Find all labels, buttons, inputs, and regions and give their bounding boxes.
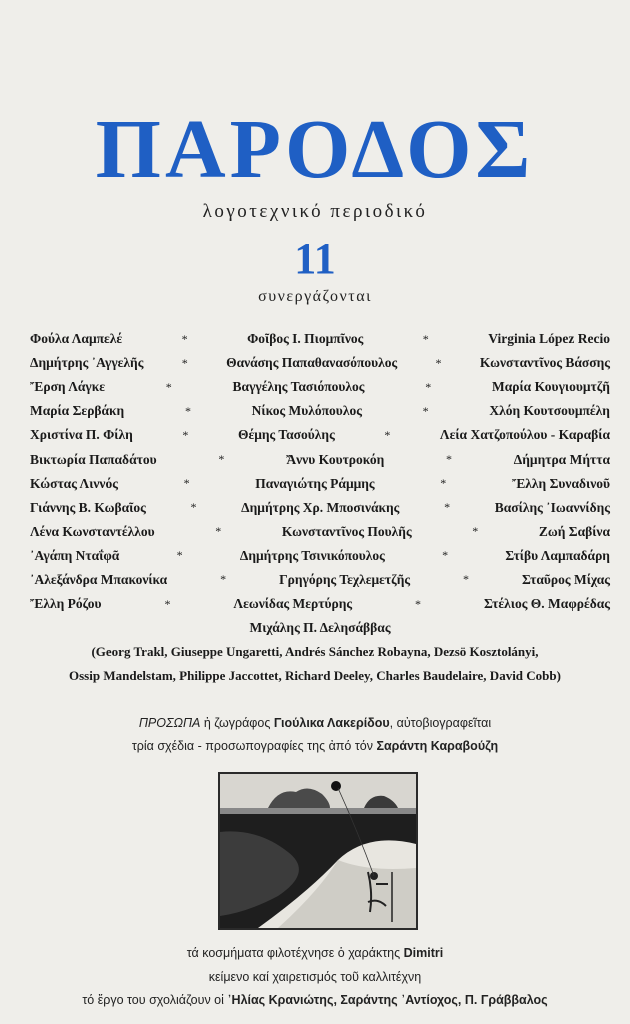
- contributor-name: Φούλα Λαμπελέ: [30, 331, 123, 347]
- contributor-row: [30, 423, 610, 447]
- translated-poets-line: Ossip Mandelstam, Philippe Jaccottet, Richard Deeley, Charles Baudelaire, David Cobb): [69, 668, 561, 683]
- contributor-name: Νίκος Μυλόπουλος: [251, 403, 362, 419]
- contributors-list: [30, 327, 610, 640]
- contributor-name: Θανάσης Παπαθανασόπουλος: [226, 355, 398, 371]
- separator-star: *: [415, 596, 422, 611]
- contributor-name: Βασίλης ᾿Ιωαννίδης: [494, 499, 610, 515]
- contributor-name: Μαρία Κουγιουμτζῆ: [491, 379, 610, 395]
- contributor-name: Γρηγόρης Τεχλεμετζῆς: [279, 571, 411, 587]
- separator-star: *: [384, 427, 391, 442]
- prosopa-line-1: [0, 712, 630, 735]
- photographer-name: Σαράντη Καραβούζη: [376, 739, 499, 753]
- painter-name: Γιούλικα Λακερίδου: [273, 716, 390, 730]
- separator-star: *: [220, 572, 227, 587]
- footer-line-1: [0, 942, 630, 966]
- footer-text: τά κοσμήματα φιλοτέχνησε ὁ χαράκτης: [186, 946, 404, 960]
- separator-star: *: [444, 500, 451, 515]
- contributor-row: [30, 592, 610, 616]
- contributor-name: Βαγγέλης Τασιόπουλος: [232, 379, 365, 395]
- footer-text: τό ἔργο του σχολιάζουν οἱ: [82, 993, 228, 1007]
- contributor-name: Virginia López Recio: [488, 331, 610, 347]
- separator-star: *: [182, 427, 189, 442]
- contributor-name: Γιάννης Β. Κωβαῖος: [30, 499, 146, 515]
- footer-line-3: [0, 989, 630, 1013]
- contributor-name: Ἄννυ Κουτροκόη: [286, 451, 385, 467]
- contributor-name: Δημήτρης Τσινικόπουλος: [239, 547, 385, 563]
- separator-star: *: [440, 476, 447, 491]
- contributor-name: Ἔλλη Ρόζου: [30, 596, 102, 612]
- contributor-row: [30, 568, 610, 592]
- contributor-name: Κώστας Λιννός: [30, 475, 118, 491]
- separator-star: *: [176, 548, 183, 563]
- contributor-row: [30, 447, 610, 471]
- separator-star: *: [165, 379, 172, 394]
- contributor-name: Λεωνίδας Μερτύρης: [233, 596, 353, 612]
- contributor-name: Σταῦρος Μίχας: [521, 571, 610, 587]
- engraving-artwork: [218, 772, 418, 930]
- separator-star: *: [463, 572, 470, 587]
- contributor-row-last: [30, 616, 610, 640]
- prosopa-line-2: [0, 735, 630, 758]
- translated-poets: [20, 640, 610, 688]
- contributor-name: Στέλιος Θ. Μαφρέδας: [483, 596, 610, 612]
- separator-star: *: [181, 355, 188, 370]
- separator-star: *: [425, 379, 432, 394]
- contributor-name: Δήμητρα Μήττα: [513, 451, 610, 467]
- separator-star: *: [422, 403, 429, 418]
- contributor-row: [30, 496, 610, 520]
- contributor-name: Ἔρση Λάγκε: [30, 379, 106, 395]
- prosopa-text: , αὐτοβιογραφεῖται: [389, 716, 492, 730]
- separator-star: *: [184, 403, 191, 418]
- separator-star: *: [190, 500, 197, 515]
- contributor-name: Λένα Κωνσταντέλλου: [30, 523, 155, 539]
- magazine-subtitle: λογοτεχνικό περιοδικό: [202, 201, 428, 222]
- contributor-name: Βικτωρία Παπαδάτου: [30, 451, 157, 467]
- prosopa-section: [0, 712, 630, 758]
- commentators-names: ᾿Ηλίας Κρανιώτης, Σαράντης ᾿Αντίοχος, Π. Γράββαλος: [227, 993, 548, 1007]
- contributor-name: Δημήτρης ᾿Αγγελῆς: [30, 355, 144, 371]
- contributor-row: [30, 399, 610, 423]
- contributor-name: Κωνσταντῖνος Πουλῆς: [281, 523, 412, 539]
- contributor-name: ᾿Αγάπη Νταΐφᾶ: [30, 547, 120, 563]
- contributor-name: Ζωή Σαβίνα: [538, 523, 610, 539]
- contributor-name: Χλόη Κουτσουμπέλη: [489, 403, 610, 419]
- separator-star: *: [435, 355, 442, 370]
- contributor-row: [30, 544, 610, 568]
- prosopa-text: τρία σχέδια - προσωπογραφίες της ἀπό τόν: [131, 739, 377, 753]
- separator-star: *: [422, 331, 429, 346]
- contributor-row: [30, 351, 610, 375]
- issue-number: 11: [294, 234, 336, 283]
- contributor-row: [30, 375, 610, 399]
- contributor-name: Στίβυ Λαμπαδάρη: [505, 547, 610, 563]
- contributor-row: [30, 520, 610, 544]
- prosopa-text: ἡ ζωγράφος: [200, 716, 274, 730]
- contributor-name: Μιχάλης Π. Δελησάββας: [249, 620, 391, 636]
- separator-star: *: [183, 476, 190, 491]
- separator-star: *: [446, 452, 453, 467]
- contributor-row: [30, 327, 610, 351]
- contributor-name: ᾿Αλεξάνδρα Μπακονίκα: [30, 571, 168, 587]
- contributor-name: Ἔλλη Συναδινοῦ: [511, 475, 610, 491]
- contributor-name: Κωνσταντῖνος Βάσσης: [479, 355, 610, 371]
- footer-credits: [0, 942, 630, 1013]
- contributor-name: Λεία Χατζοπούλου - Καραβία: [439, 427, 610, 443]
- separator-star: *: [218, 452, 225, 467]
- separator-star: *: [472, 524, 479, 539]
- separator-star: *: [164, 596, 171, 611]
- separator-star: *: [181, 331, 188, 346]
- separator-star: *: [442, 548, 449, 563]
- translated-poets-line: (Georg Trakl, Giuseppe Ungaretti, Andrés Sánchez Robayna, Dezsö Kosztolányi,: [91, 644, 539, 659]
- prosopa-label: ΠΡΟΣΩΠΑ: [138, 716, 201, 730]
- contributor-name: Θέμης Τασούλης: [237, 427, 335, 443]
- separator-star: *: [215, 524, 222, 539]
- contributor-name: Δημήτρης Χρ. Μποσινάκης: [241, 499, 400, 515]
- footer-line-2: κείμενο καί χαιρετισμός τοῦ καλλιτέχνη: [208, 969, 422, 984]
- contributor-name: Χριστίνα Π. Φίλη: [30, 427, 133, 443]
- magazine-title: ΠΑΡΟΔΟΣ: [95, 103, 535, 196]
- contributor-row: [30, 472, 610, 496]
- contributor-name: Φοῖβος Ι. Πιομπῖνος: [247, 331, 364, 347]
- contributors-heading: συνεργάζονται: [258, 288, 372, 305]
- engraver-name: Dimitri: [403, 946, 444, 960]
- contributor-name: Μαρία Σερβάκη: [30, 403, 125, 419]
- contributor-name: Παναγιώτης Ράμμης: [255, 475, 375, 491]
